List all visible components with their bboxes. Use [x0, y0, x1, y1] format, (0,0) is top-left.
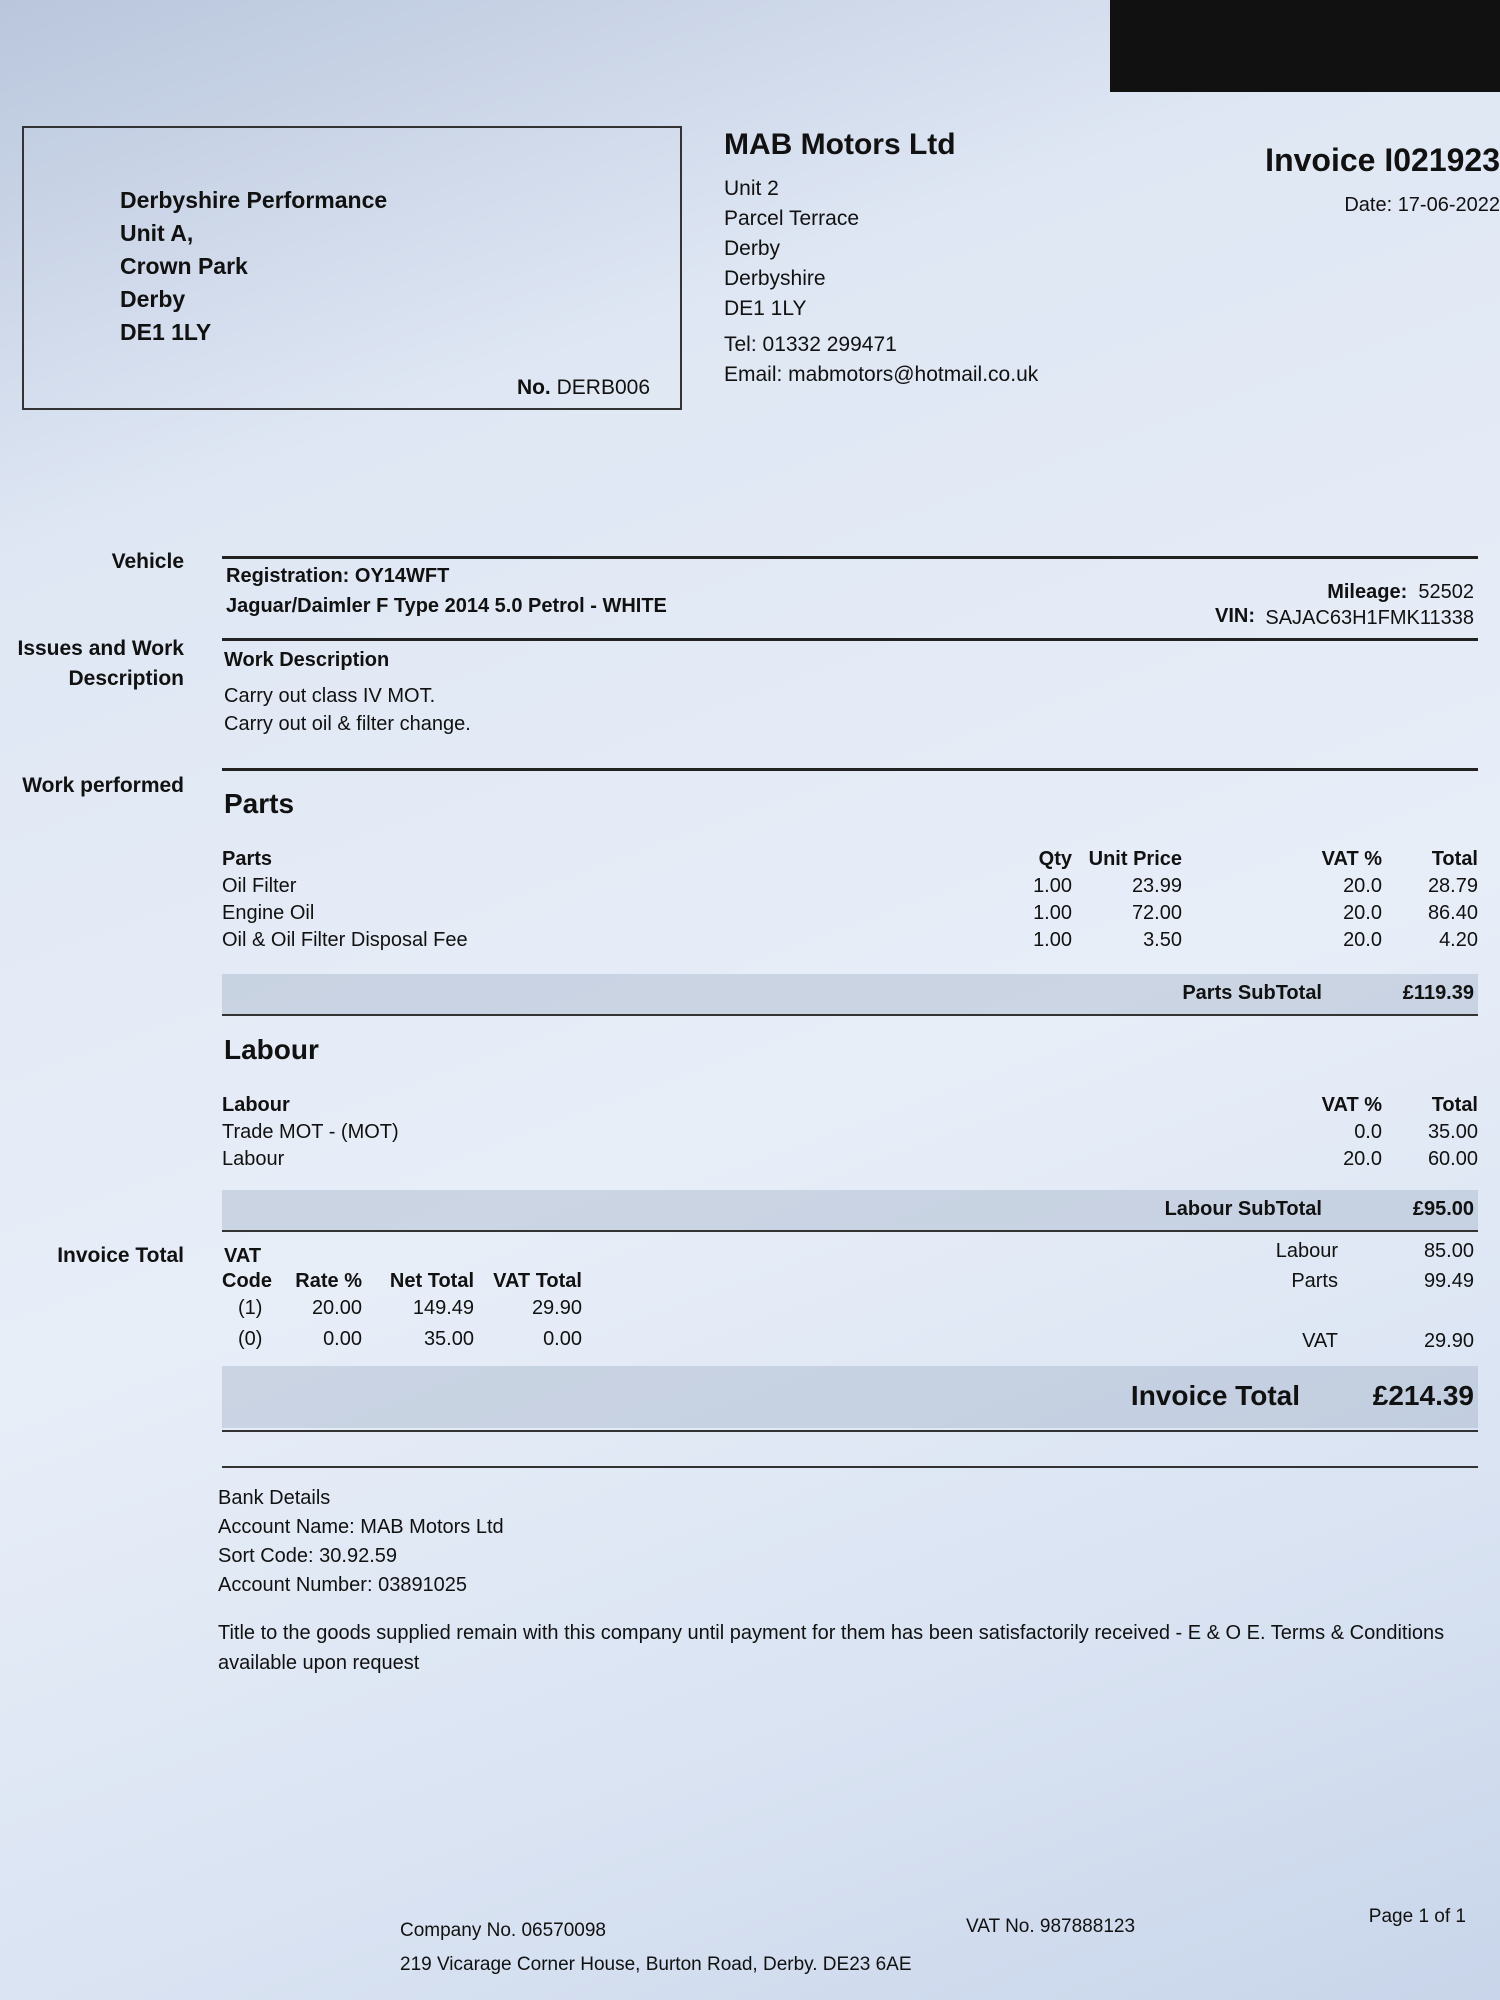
labour-name: Labour: [222, 1148, 285, 1170]
parts-header-row: [222, 846, 1478, 873]
vehicle-details: [222, 562, 1478, 632]
customer-number-value: DERB006: [556, 376, 650, 399]
parts-header: Parts: [222, 848, 273, 870]
vat-code: (0): [238, 1328, 263, 1350]
labour-header: Labour: [222, 1094, 290, 1116]
parts-subtotal-label: Parts SubTotal: [1182, 982, 1322, 1004]
parts-header: Qty: [1038, 848, 1072, 870]
bank-line: Sort Code: 30.92.59: [218, 1545, 398, 1567]
parts-table: [222, 846, 1478, 954]
bank-line: Account Number: 03891025: [218, 1574, 468, 1596]
company-address-line: Unit 2: [724, 177, 779, 200]
divider: [222, 1466, 1478, 1468]
labour-vat: 20.0: [1343, 1148, 1382, 1170]
labour-total: 35.00: [1427, 1121, 1478, 1143]
vehicle-description: Jaguar/Daimler F Type 2014 5.0 Petrol - WHITE: [226, 595, 667, 617]
vehicle-registration: Registration: OY14WFT: [226, 565, 450, 587]
part-unit-price: 3.50: [1143, 929, 1182, 951]
vehicle-mileage: [1327, 578, 1474, 606]
redaction-block: [1110, 0, 1500, 92]
vat-total: 0.00: [543, 1328, 582, 1350]
divider: [222, 768, 1478, 771]
vehicle-section-label: Vehicle: [111, 550, 184, 573]
table-row: [222, 1322, 582, 1356]
parts-header: Total: [1431, 848, 1478, 870]
part-vat: 20.0: [1343, 875, 1382, 897]
divider: [222, 556, 1478, 559]
customer-line: DE1 1LY: [120, 319, 212, 345]
footer-vat-no: VAT No. 987888123: [966, 1916, 1136, 1937]
vat-col-header: Net Total: [389, 1270, 474, 1292]
company-address-line: DE1 1LY: [724, 297, 807, 320]
labour-table: [222, 1092, 1478, 1173]
work-section-label: [14, 634, 184, 694]
summary-value: 85.00: [1423, 1240, 1474, 1262]
work-description: [222, 646, 1478, 738]
customer-address-box: [22, 126, 682, 410]
labour-header: Total: [1431, 1094, 1478, 1116]
part-vat: 20.0: [1343, 929, 1382, 951]
terms-text: Title to the goods supplied remain with this company until payment for them has been satisfactorily received - E & O E. Terms & Conditions available upon request: [218, 1622, 1445, 1674]
mileage-value: 52502: [1418, 581, 1474, 603]
vat-net-total: 149.49: [412, 1297, 474, 1319]
invoice-total-section-label: Invoice Total: [57, 1244, 184, 1267]
invoice-title: Invoice I021923: [1265, 142, 1500, 178]
customer-line: Derbyshire Performance: [120, 187, 388, 213]
part-qty: 1.00: [1033, 929, 1072, 951]
company-address-line: Parcel Terrace: [724, 207, 860, 230]
labour-vat: 0.0: [1354, 1121, 1382, 1143]
work-line: Carry out oil & filter change.: [224, 713, 471, 735]
summary-label: Labour: [1275, 1240, 1338, 1262]
company-tel: Tel: 01332 299471: [724, 333, 897, 356]
summary-label: VAT: [1302, 1330, 1338, 1352]
vat-col-header: Rate %: [295, 1270, 362, 1292]
vat-header: VAT: [224, 1245, 262, 1267]
vat-header-row: [222, 1268, 582, 1295]
labour-header-row: [222, 1092, 1478, 1119]
company-name: MAB Motors Ltd: [724, 128, 956, 161]
divider: [222, 1430, 1478, 1432]
labour-name: Trade MOT - (MOT): [222, 1121, 399, 1143]
parts-title: Parts: [224, 788, 295, 819]
bank-details: [218, 1484, 504, 1600]
vat-col-header: Code: [222, 1270, 272, 1292]
table-row: [222, 1295, 582, 1322]
invoice-total-bar: [222, 1366, 1478, 1428]
company-details: [724, 130, 1038, 390]
parts-subtotal-value: £119.39: [1402, 982, 1474, 1004]
summary-value: 99.49: [1423, 1270, 1474, 1292]
part-unit-price: 23.99: [1131, 875, 1182, 897]
table-row: [222, 927, 1478, 954]
totals-summary: [1218, 1240, 1478, 1360]
part-name: Engine Oil: [222, 902, 315, 924]
part-qty: 1.00: [1033, 902, 1072, 924]
divider: [222, 638, 1478, 641]
work-line: Carry out class IV MOT.: [224, 685, 436, 707]
customer-number: [517, 376, 650, 400]
footer-page-number: Page 1 of 1: [1368, 1906, 1466, 1927]
bank-line: Account Name: MAB Motors Ltd: [218, 1516, 504, 1538]
invoice-total-label: Invoice Total: [1130, 1380, 1300, 1411]
summary-label: Parts: [1291, 1270, 1338, 1292]
vat-rate: 20.00: [311, 1297, 362, 1319]
summary-row: [1218, 1330, 1478, 1360]
summary-row: [1218, 1270, 1478, 1330]
customer-line: Derby: [120, 286, 186, 312]
work-section-label-line: Description: [68, 667, 184, 690]
mileage-label: Mileage:: [1327, 581, 1408, 603]
labour-title: Labour: [224, 1034, 319, 1065]
table-row: [222, 1119, 1478, 1146]
table-row: [222, 873, 1478, 900]
bank-line: Bank Details: [218, 1487, 331, 1509]
part-vat: 20.0: [1343, 902, 1382, 924]
labour-subtotal-label: Labour SubTotal: [1164, 1198, 1322, 1220]
divider: [222, 1230, 1478, 1232]
part-total: 86.40: [1427, 902, 1478, 924]
work-section-label-line: Issues and Work: [17, 637, 184, 660]
part-total: 4.20: [1439, 929, 1478, 951]
work-description-heading: Work Description: [224, 649, 390, 671]
vat-net-total: 35.00: [423, 1328, 474, 1350]
part-name: Oil Filter: [222, 875, 297, 897]
company-address-line: Derbyshire: [724, 267, 826, 290]
vin-label: VIN:: [1215, 605, 1255, 627]
customer-line: Crown Park: [120, 253, 248, 279]
work-performed-label: Work performed: [22, 774, 184, 797]
part-qty: 1.00: [1033, 875, 1072, 897]
labour-subtotal-bar: [222, 1190, 1478, 1230]
part-total: 28.79: [1427, 875, 1478, 897]
labour-total: 60.00: [1427, 1148, 1478, 1170]
summary-value: 29.90: [1423, 1330, 1474, 1352]
table-row: [222, 1146, 1478, 1173]
vat-col-header: VAT Total: [493, 1270, 582, 1292]
labour-header: VAT %: [1321, 1094, 1382, 1116]
customer-number-label: No.: [516, 376, 551, 399]
invoice-total-value: £214.39: [1372, 1380, 1474, 1411]
parts-subtotal-bar: [222, 974, 1478, 1014]
summary-row: [1218, 1240, 1478, 1270]
table-row: [222, 900, 1478, 927]
labour-subtotal-value: £95.00: [1412, 1198, 1474, 1220]
customer-line: Unit A,: [120, 220, 194, 246]
company-address-line: Derby: [724, 237, 781, 260]
part-unit-price: 72.00: [1131, 902, 1182, 924]
vin-value: SAJAC63H1FMK11338: [1265, 607, 1474, 629]
vat-total: 29.90: [531, 1297, 582, 1319]
parts-header: Unit Price: [1088, 848, 1182, 870]
parts-header: VAT %: [1321, 848, 1382, 870]
invoice-date: Date: 17-06-2022: [1344, 194, 1500, 216]
company-email: Email: mabmotors@hotmail.co.uk: [724, 363, 1039, 386]
vat-rate: 0.00: [323, 1328, 362, 1350]
vat-table: [222, 1268, 582, 1356]
footer-address: 219 Vicarage Corner House, Burton Road, Derby. DE23 6AE: [400, 1954, 912, 1975]
footer-company-no: Company No. 06570098: [400, 1920, 606, 1941]
divider: [222, 1014, 1478, 1016]
vat-code: (1): [238, 1297, 263, 1319]
part-name: Oil & Oil Filter Disposal Fee: [222, 929, 468, 951]
